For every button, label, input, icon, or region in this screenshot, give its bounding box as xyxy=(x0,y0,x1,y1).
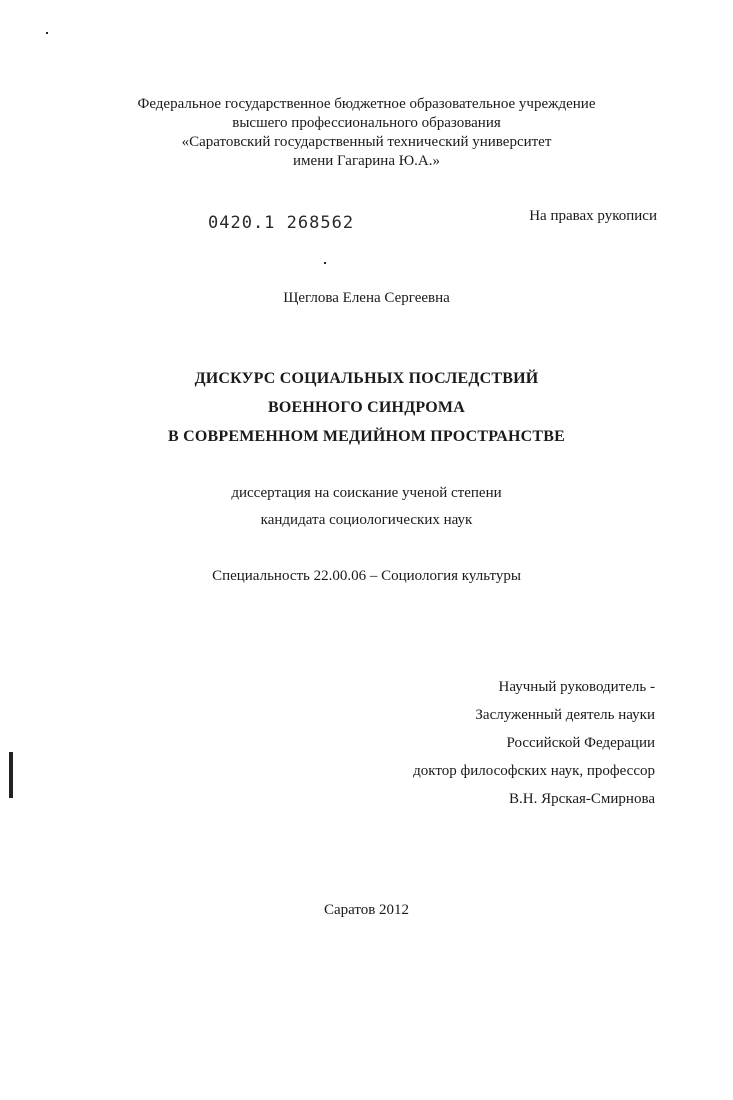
institution-line-1: Федеральное государственное бюджетное образовательное учреждение xyxy=(137,96,596,112)
dissertation-title-line-2: ВОЕННОГО СИНДРОМА xyxy=(268,399,465,416)
institution-line-3: «Саратовский государственный технический университет xyxy=(181,134,552,150)
degree-line-2: кандидата социологических наук xyxy=(260,512,473,528)
institution-line-2: высшего профессионального образования xyxy=(232,115,501,131)
scan-artifact-bar xyxy=(9,752,13,798)
registration-number: 0420.1 268562 xyxy=(208,213,355,233)
dissertation-title-line-1: ДИСКУРС СОЦИАЛЬНЫХ ПОСЛЕДСТВИЙ xyxy=(194,370,539,387)
city-year: Саратов 2012 xyxy=(323,902,410,918)
supervisor-country: Российской Федерации xyxy=(506,735,655,751)
author-name: Щеглова Елена Сергеевна xyxy=(283,290,450,306)
degree-line-1: диссертация на соискание ученой степени xyxy=(231,485,502,501)
specialty: Специальность 22.00.06 – Социология культуры xyxy=(212,568,521,584)
institution-line-4: имени Гагарина Ю.А.» xyxy=(293,153,440,169)
scan-artifact-dot xyxy=(46,32,48,34)
manuscript-note: На правах рукописи xyxy=(529,208,657,224)
scan-artifact-dot xyxy=(324,262,326,264)
supervisor-honor: Заслуженный деятель науки xyxy=(475,707,655,723)
supervisor-role: Научный руководитель - xyxy=(498,679,655,695)
supervisor-name: В.Н. Ярская-Смирнова xyxy=(509,791,655,807)
dissertation-title-line-3: В СОВРЕМЕННОМ МЕДИЙНОМ ПРОСТРАНСТВЕ xyxy=(168,428,565,445)
supervisor-degree: доктор философских наук, профессор xyxy=(413,763,655,779)
